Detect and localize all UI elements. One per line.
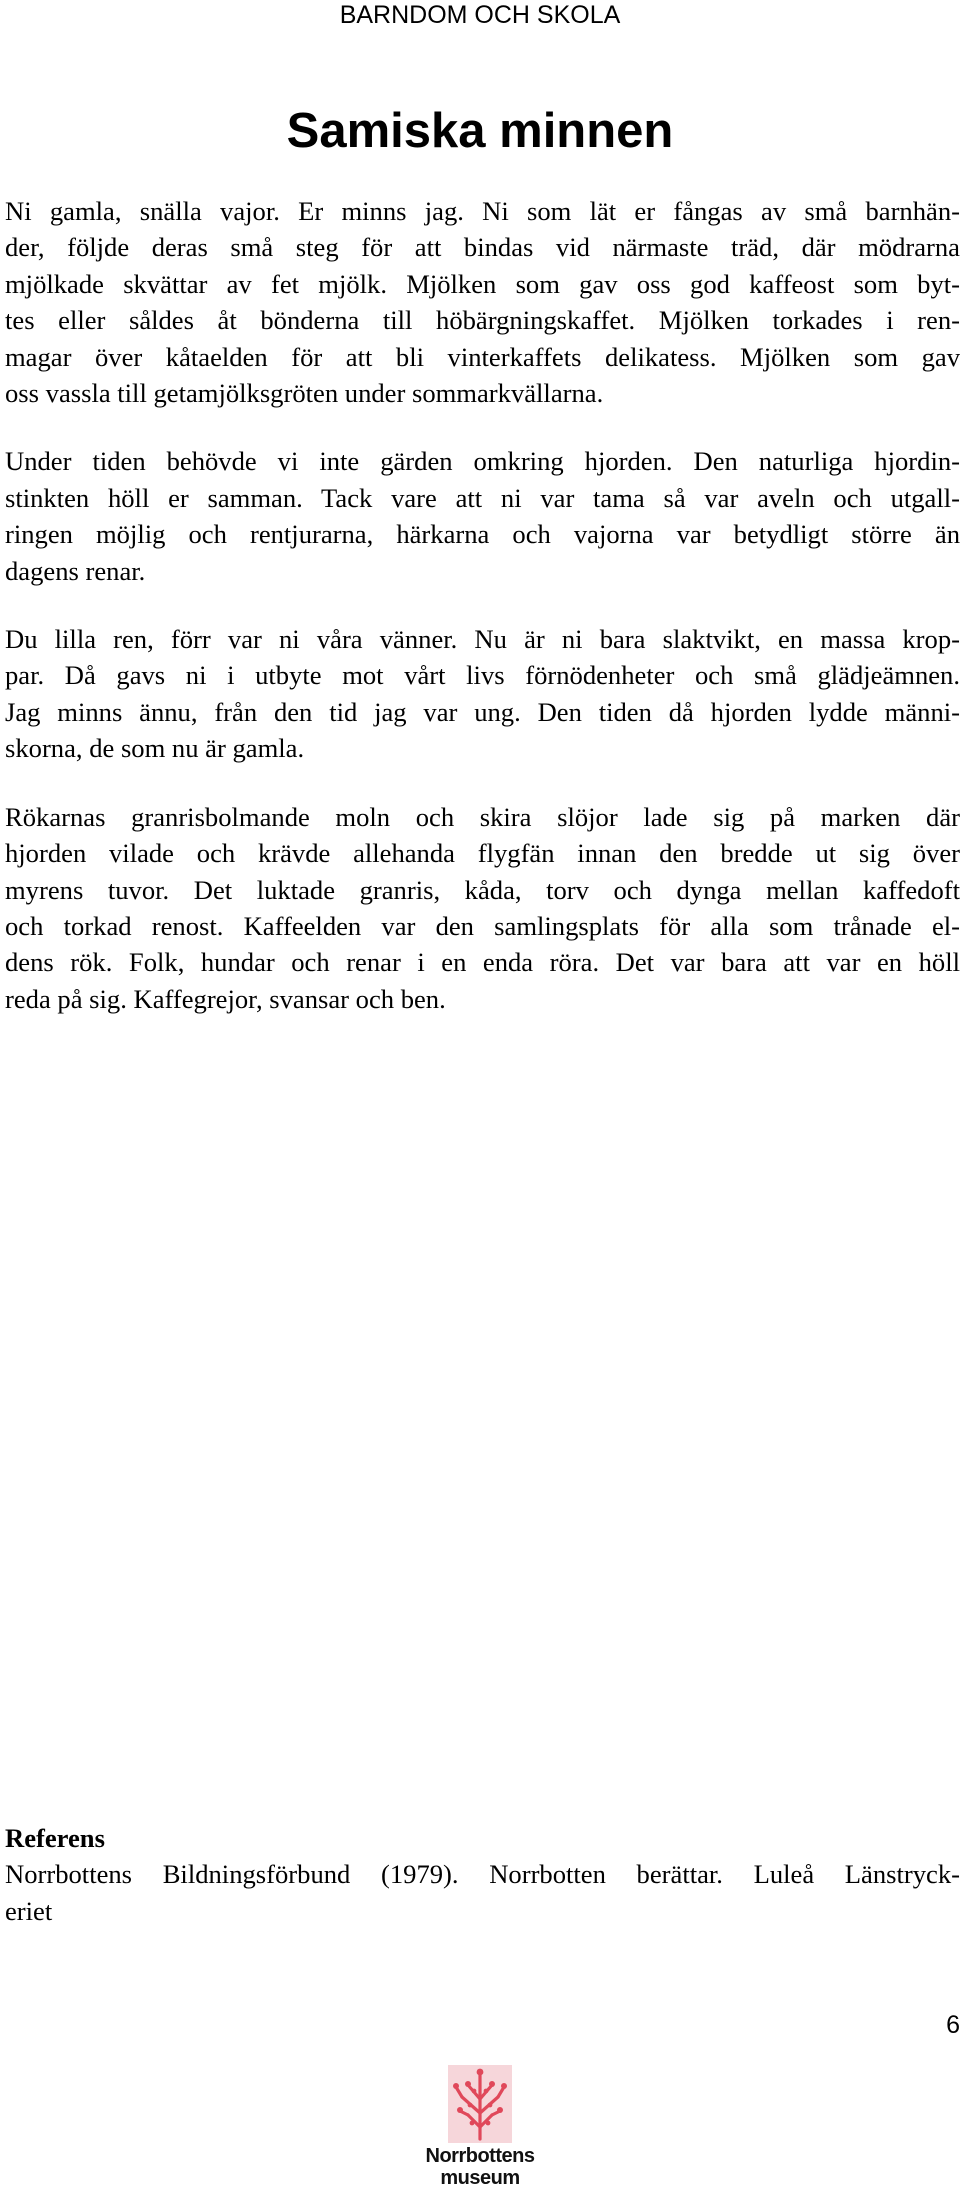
text-line: skorna, de som nu är gamla. <box>5 733 305 764</box>
text-line: tes eller såldes åt bönderna till höbärgningskaffet. Mjölken torkades i ren- <box>5 305 960 336</box>
paragraph-2 <box>5 443 960 589</box>
norrbottens-museum-logo <box>415 2065 545 2190</box>
article-body <box>5 193 960 1049</box>
text-line: Under tiden behövde vi inte gärden omkring hjorden. Den naturliga hjordin- <box>5 446 960 477</box>
text-line: mjölkade skvättar av fet mjölk. Mjölken som gav oss god kaffeost som byt- <box>5 268 960 299</box>
running-head-text: BARNDOM OCH SKOLA <box>339 1 621 29</box>
text-line: par. Då gavs ni i utbyte mot vårt livs förnödenheter och små glädjeämnen. <box>5 660 960 691</box>
text-line: Du lilla ren, förr var ni våra vänner. Nu är ni bara slaktvikt, en massa krop- <box>5 624 960 655</box>
text-line: Ni gamla, snälla vajor. Er minns jag. Ni som lät er fångas av små barnhän- <box>5 196 960 226</box>
text-line: hjorden vilade och krävde allehanda flygfän innan den bredde ut sig över <box>5 838 960 869</box>
page-title: Samiska minnen <box>286 104 674 158</box>
text-line: oss vassla till getamjölksgröten under sommarkvällarna. <box>5 378 604 409</box>
logo-line-1: Norrbottens <box>425 2145 535 2167</box>
references-heading: Referens <box>5 1823 105 1853</box>
paragraph-3 <box>5 621 960 767</box>
text-line: der, följde deras små steg för att bindas vid närmaste träd, där mödrarna <box>5 232 960 263</box>
logo-line-2: museum <box>440 2167 520 2189</box>
running-head <box>0 0 960 30</box>
page-number: 6 <box>946 2011 960 2039</box>
reference-line: Norrbottens Bildningsförbund (1979). Norrbotten berättar. Luleå Länstryck- <box>5 1859 960 1890</box>
logo-text <box>415 2145 545 2189</box>
text-line: Rökarnas granrisbolmande moln och skira slöjor lade sig på marken där <box>5 801 960 832</box>
text-line: myrens tuvor. Det luktade granris, kåda, torv och dynga mellan kaffedoft <box>5 874 960 905</box>
reference-line: eriet <box>5 1895 53 1926</box>
reindeer-tree-icon <box>448 2065 512 2143</box>
paragraph-4 <box>5 799 960 1017</box>
text-line: reda på sig. Kaffegrejor, svansar och ben. <box>5 983 446 1014</box>
text-line: Jag minns ännu, från den tid jag var ung. Den tiden då hjorden lydde männi- <box>5 696 960 727</box>
text-line: magar över kåtaelden för att bli vinterkaffets delikatess. Mjölken som gav <box>5 341 960 372</box>
text-line: dagens renar. <box>5 555 146 586</box>
text-line: dens rök. Folk, hundar och renar i en enda röra. Det var bara att var en höll <box>5 947 960 978</box>
references-section <box>5 1820 960 1929</box>
text-line: stinkten höll er samman. Tack vare att ni var tama så var aveln och utgall- <box>5 482 960 513</box>
paragraph-1 <box>5 193 960 411</box>
text-line: och torkad renost. Kaffeelden var den samlingsplats för alla som trånade el- <box>5 910 960 941</box>
text-line: ringen möjlig och rentjurarna, härkarna och vajorna var betydligt större än <box>5 519 960 550</box>
